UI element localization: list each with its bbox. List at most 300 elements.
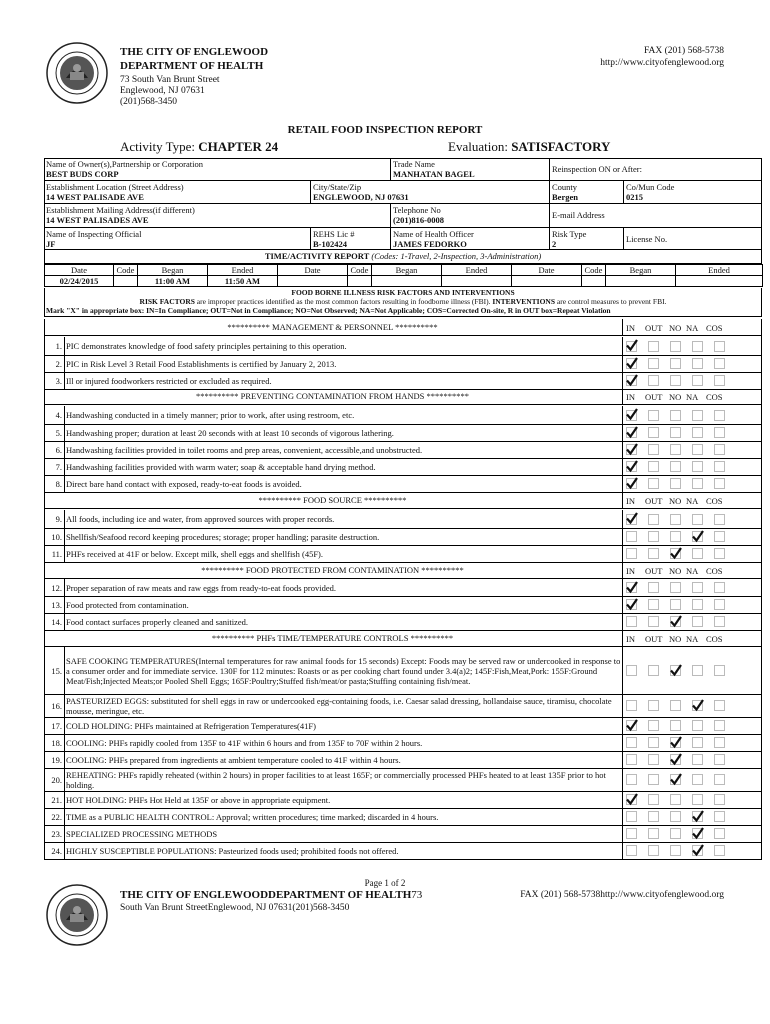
checklist-item	[44, 647, 762, 694]
checkmark-icon	[625, 442, 639, 456]
org-address1: 73 South Van Brunt Street	[120, 75, 220, 85]
checkbox-cos[interactable]	[714, 358, 725, 369]
checkbox-no[interactable]	[670, 720, 681, 731]
item-text: Handwashing proper; duration at least 20 seconds with at least 10 seconds of vigorous lathering.	[64, 424, 626, 441]
page-number: Page 1 of 2	[364, 878, 406, 888]
footer-org: THE CITY OF ENGLEWOODDEPARTMENT OF HEALTH	[120, 889, 412, 901]
risk-heading: FOOD BORNE ILLNESS RISK FACTORS AND INTERVENTIONS	[291, 288, 515, 297]
checkbox-na[interactable]	[692, 410, 703, 421]
checkbox-out[interactable]	[648, 811, 659, 822]
checkbox-na[interactable]	[692, 754, 703, 765]
checklist-item	[44, 355, 762, 372]
checkbox-cos[interactable]	[714, 582, 725, 593]
column-label-cos: COS	[706, 392, 723, 402]
checkbox-na[interactable]	[692, 478, 703, 489]
citystate-label: City/State/Zip	[313, 182, 362, 192]
evaluation	[448, 139, 610, 155]
checkbox-no[interactable]	[670, 358, 681, 369]
column-label-cos: COS	[706, 496, 723, 506]
item-number: 13.	[51, 599, 62, 610]
checkbox-out[interactable]	[648, 599, 659, 610]
checkbox-na[interactable]	[692, 375, 703, 386]
time-col-header: Date	[278, 265, 348, 276]
location-label: Establishment Location (Street Address)	[46, 182, 184, 192]
checkbox-cos[interactable]	[714, 444, 725, 455]
checkbox-no[interactable]	[670, 582, 681, 593]
time-cell: 11:00 AM	[138, 276, 208, 287]
telephone-value: (201)816-0008	[393, 215, 444, 225]
checkbox-out[interactable]	[648, 774, 659, 785]
checkmark-icon	[625, 792, 639, 806]
activity-label: Activity Type:	[120, 139, 196, 154]
license-label: License No.	[626, 234, 668, 244]
checklist-item	[44, 842, 762, 859]
item-number: 24.	[51, 845, 62, 856]
item-number: 19.	[51, 754, 62, 765]
item-number: 1.	[55, 341, 62, 351]
checkbox-out[interactable]	[648, 341, 659, 352]
time-col-header: Code	[582, 265, 606, 276]
item-number: 9.	[55, 514, 62, 524]
checklist-item	[44, 825, 762, 842]
checkbox-cos[interactable]	[714, 811, 725, 822]
time-cell	[442, 276, 512, 287]
official-value: JF	[46, 239, 56, 249]
checkmark-icon	[669, 752, 683, 766]
item-number: 23.	[51, 828, 62, 839]
checkbox-out[interactable]	[648, 720, 659, 731]
checkbox-out[interactable]	[648, 531, 659, 542]
checklist-item	[44, 372, 762, 389]
checkbox-na[interactable]	[692, 720, 703, 731]
time-cell	[372, 276, 442, 287]
checkbox-no[interactable]	[670, 845, 681, 856]
item-text: Handwashing conducted in a timely manner; prior to work, after using restroom, etc.	[64, 406, 626, 424]
county-value: Bergen	[552, 192, 578, 202]
item-number: 14.	[51, 616, 62, 627]
info-grid	[44, 158, 762, 250]
checkbox-out[interactable]	[648, 845, 659, 856]
checkbox-out[interactable]	[648, 616, 659, 627]
location-value: 14 WEST PALISADE AVE	[46, 192, 144, 202]
time-col-header: Began	[372, 265, 442, 276]
item-number: 3.	[55, 375, 62, 386]
checkmark-icon	[691, 698, 705, 712]
checklist-item	[44, 768, 762, 791]
checkmark-icon	[625, 373, 639, 387]
checkbox-no[interactable]	[670, 700, 681, 711]
item-text: TIME as a PUBLIC HEALTH CONTROL: Approval; written procedures; time marked; discarded in 4 hours.	[64, 808, 626, 825]
comun-value: 0215	[626, 192, 643, 202]
checkbox-out[interactable]	[648, 514, 659, 525]
rehs-label: REHS Lic #	[313, 229, 355, 239]
checkmark-icon	[625, 476, 639, 490]
column-label-no: NO	[669, 496, 682, 506]
footer-address: South Van Brunt StreetEnglewood, NJ 07631(201)568-3450	[120, 903, 350, 913]
time-col-header: Began	[606, 265, 676, 276]
city-seal-footer	[46, 884, 108, 946]
mailing-label: Establishment Mailing Address(if different)	[46, 205, 195, 215]
checklist-item	[44, 808, 762, 825]
checkbox-cos[interactable]	[714, 410, 725, 421]
item-number: 16.	[51, 700, 62, 711]
column-label-cos: COS	[706, 566, 723, 576]
officer-value: JAMES FEDORKO	[393, 239, 467, 249]
time-cell: 02/24/2015	[45, 276, 114, 287]
footer-num: 73	[411, 889, 423, 901]
checklist-item	[44, 441, 762, 458]
time-col-header: Ended	[442, 265, 512, 276]
item-text: COLD HOLDING: PHFs maintained at Refrigeration Temperatures(41F)	[64, 717, 626, 734]
email-label: E-mail Address	[552, 210, 605, 220]
checklist-item	[44, 337, 762, 355]
column-label-cos: COS	[706, 634, 723, 644]
section-title: ********** FOOD PROTECTED FROM CONTAMINATION **********	[201, 565, 464, 575]
checkbox-in[interactable]	[626, 828, 637, 839]
checkbox-out[interactable]	[648, 665, 659, 676]
checkbox-na[interactable]	[692, 794, 703, 805]
item-text: Ill or injured foodworkers restricted or excluded as required.	[64, 372, 626, 389]
checkbox-in[interactable]	[626, 700, 637, 711]
checkbox-cos[interactable]	[714, 375, 725, 386]
mailing-value: 14 WEST PALISADES AVE	[46, 215, 149, 225]
section-title: ********** PHFs TIME/TEMPERATURE CONTROLS **********	[211, 633, 454, 643]
column-label-out: OUT	[645, 323, 663, 333]
column-label-in: IN	[626, 392, 635, 402]
item-number: 15.	[51, 665, 62, 676]
checkbox-no[interactable]	[670, 444, 681, 455]
checkbox-cos[interactable]	[714, 754, 725, 765]
checklist-item	[44, 510, 762, 528]
time-col-header: Code	[348, 265, 372, 276]
checkbox-no[interactable]	[670, 811, 681, 822]
item-number: 20.	[51, 774, 62, 785]
checklist-item	[44, 406, 762, 424]
checkmark-icon	[669, 614, 683, 628]
activity-type	[120, 139, 278, 155]
section-title: ********** MANAGEMENT & PERSONNEL **********	[227, 322, 438, 332]
checkbox-no[interactable]	[670, 410, 681, 421]
item-text: PIC in Risk Level 3 Retail Food Establishments is certified by January 2, 2013.	[64, 355, 626, 372]
checkbox-no[interactable]	[670, 514, 681, 525]
checkbox-cos[interactable]	[714, 720, 725, 731]
checkmark-icon	[625, 425, 639, 439]
item-number: 22.	[51, 811, 62, 822]
checklist-item	[44, 694, 762, 717]
checkbox-cos[interactable]	[714, 461, 725, 472]
checkbox-in[interactable]	[626, 811, 637, 822]
checkbox-cos[interactable]	[714, 774, 725, 785]
checkbox-out[interactable]	[648, 754, 659, 765]
checklist-item	[44, 613, 762, 630]
telephone-label: Telephone No	[393, 205, 441, 215]
time-cell: 11:50 AM	[208, 276, 278, 287]
item-number: 11.	[51, 548, 62, 559]
item-text: Shellfish/Seafood record keeping procedures; storage; proper handling; parasite destruction.	[64, 528, 626, 545]
checkbox-cos[interactable]	[714, 514, 725, 525]
checkbox-cos[interactable]	[714, 616, 725, 627]
checkbox-cos[interactable]	[714, 794, 725, 805]
checklist-item	[44, 791, 762, 808]
checklist-item	[44, 424, 762, 441]
column-label-cos: COS	[706, 323, 723, 333]
item-number: 10.	[51, 531, 62, 542]
checkbox-na[interactable]	[692, 341, 703, 352]
section-header	[44, 492, 762, 508]
column-label-out: OUT	[645, 496, 663, 506]
checkbox-cos[interactable]	[714, 531, 725, 542]
column-label-no: NO	[669, 634, 682, 644]
org-address2: Englewood, NJ 07631	[120, 86, 205, 96]
county-label: County	[552, 182, 578, 192]
checkbox-cos[interactable]	[714, 341, 725, 352]
column-label-no: NO	[669, 323, 682, 333]
checkmark-icon	[691, 843, 705, 857]
checkbox-in[interactable]	[626, 616, 637, 627]
checkbox-na[interactable]	[692, 737, 703, 748]
checkbox-out[interactable]	[648, 548, 659, 559]
checkmark-icon	[669, 735, 683, 749]
item-text: HIGHLY SUSCEPTIBLE POPULATIONS: Pasteurized foods used; prohibited foods not offered.	[64, 842, 626, 859]
column-label-no: NO	[669, 566, 682, 576]
checklist-item	[44, 528, 762, 545]
time-col-header: Ended	[676, 265, 763, 276]
checklist-item	[44, 475, 762, 492]
checkbox-out[interactable]	[648, 582, 659, 593]
column-label-out: OUT	[645, 392, 663, 402]
time-heading: TIME/ACTIVITY REPORT	[264, 251, 370, 261]
section-title: ********** PREVENTING CONTAMINATION FROM HANDS **********	[196, 391, 469, 401]
item-number: 5.	[55, 427, 62, 438]
checkbox-na[interactable]	[692, 514, 703, 525]
column-label-no: NO	[669, 392, 682, 402]
time-cell	[582, 276, 606, 287]
item-text: Handwashing facilities provided with warm water; soap & acceptable hand drying method.	[64, 458, 626, 475]
checkbox-na[interactable]	[692, 616, 703, 627]
column-label-na: NA	[686, 634, 699, 644]
checkmark-icon	[625, 459, 639, 473]
time-col-header: Ended	[208, 265, 278, 276]
checkbox-out[interactable]	[648, 427, 659, 438]
item-text: SAFE COOKING TEMPERATURES(Internal temperatures for raw animal foods for 15 seconds) Except: Foods may be served raw or undercooked in response to a consumer order and for immediate service. 130F for 112 minutes: Roasts or as per cooking chart found under 3.4(a)2; 145F:Fish,Meat,Pork: 155F:Ground Meat/Fish;Injected Meats;or Pooled Shell Eggs; 165F:Poultry;Stuffed fish/meat/or pasta;Stuffing containing fish/meat.	[64, 647, 626, 694]
checkbox-out[interactable]	[648, 700, 659, 711]
checkmark-icon	[625, 407, 639, 421]
time-codes: (Codes: 1-Travel, 2-Inspection, 3-Administration)	[371, 251, 542, 261]
checklist-item	[44, 734, 762, 751]
rehs-value: B-102424	[313, 239, 347, 249]
item-number: 18.	[51, 737, 62, 748]
checkmark-icon	[625, 356, 639, 370]
checkbox-out[interactable]	[648, 737, 659, 748]
checkbox-no[interactable]	[670, 828, 681, 839]
risk-label: Risk Type	[552, 229, 587, 239]
checkmark-icon	[691, 809, 705, 823]
checkmark-icon	[625, 580, 639, 594]
risk-heading-block	[44, 288, 762, 317]
activity-value: CHAPTER 24	[198, 139, 279, 154]
checkbox-no[interactable]	[670, 375, 681, 386]
column-label-in: IN	[626, 323, 635, 333]
section-header	[44, 630, 762, 646]
org-name-line2: DEPARTMENT OF HEALTH	[120, 60, 264, 72]
checkbox-cos[interactable]	[714, 599, 725, 610]
org-phone: (201)568-3450	[120, 97, 177, 107]
comun-label: Co/Mun Code	[626, 182, 675, 192]
time-activity-heading	[44, 250, 762, 264]
checklist-item	[44, 545, 762, 562]
checkbox-na[interactable]	[692, 665, 703, 676]
owner-label: Name of Owner(s),Partnership or Corporation	[46, 159, 203, 169]
checkbox-no[interactable]	[670, 341, 681, 352]
checkbox-no[interactable]	[670, 794, 681, 805]
item-number: 17.	[51, 720, 62, 731]
checklist-item	[44, 751, 762, 768]
checkbox-in[interactable]	[626, 845, 637, 856]
checkbox-out[interactable]	[648, 410, 659, 421]
checkbox-in[interactable]	[626, 737, 637, 748]
report-title: RETAIL FOOD INSPECTION REPORT	[287, 124, 483, 136]
risk-value: 2	[552, 239, 557, 249]
checklist-item	[44, 579, 762, 596]
item-text: COOLING: PHFs rapidly cooled from 135F to 41F within 6 hours and from 135F to 70F within 2 hours.	[64, 734, 626, 751]
item-text: Food contact surfaces properly cleaned and sanitized.	[64, 613, 626, 630]
checkbox-cos[interactable]	[714, 845, 725, 856]
checkbox-na[interactable]	[692, 461, 703, 472]
column-label-na: NA	[686, 566, 699, 576]
checkbox-na[interactable]	[692, 599, 703, 610]
item-text: Food protected from contamination.	[64, 596, 626, 613]
checkbox-na[interactable]	[692, 444, 703, 455]
section-title: ********** FOOD SOURCE **********	[258, 495, 407, 505]
checkbox-in[interactable]	[626, 774, 637, 785]
citystate-value: ENGLEWOOD, NJ 07631	[313, 192, 409, 202]
time-col-header: Code	[114, 265, 138, 276]
item-text: PHFs received at 41F or below. Except milk, shell eggs and shellfish (45F).	[64, 545, 626, 562]
checkbox-no[interactable]	[670, 427, 681, 438]
item-number: 21.	[51, 794, 62, 805]
checkbox-no[interactable]	[670, 461, 681, 472]
checkbox-no[interactable]	[670, 531, 681, 542]
item-text: PASTEURIZED EGGS: substituted for shell eggs in raw or undercooked egg-containing foods, i.e. Caesar salad dressing, hollandaise sauce, tiramisu, chocolate mousse, meringue, etc.	[64, 694, 626, 717]
checklist-item	[44, 458, 762, 475]
checkbox-cos[interactable]	[714, 665, 725, 676]
section-header	[44, 388, 762, 404]
item-text: COOLING: PHFs prepared from ingredients at ambient temperature cooled to 41F within 4 hours.	[64, 751, 626, 768]
time-activity-table	[44, 264, 763, 287]
checklist-item	[44, 717, 762, 734]
officer-label: Name of Health Officer	[393, 229, 474, 239]
section-header	[44, 319, 762, 335]
footer-fax: FAX (201) 568-5738http://www.cityofenglewood.org	[520, 890, 724, 900]
checkmark-icon	[625, 718, 639, 732]
org-website[interactable]: http://www.cityofenglewood.org	[600, 58, 724, 68]
section-header	[44, 562, 762, 578]
checkbox-out[interactable]	[648, 478, 659, 489]
time-col-header: Date	[45, 265, 114, 276]
evaluation-value: SATISFACTORY	[511, 139, 611, 154]
checkbox-na[interactable]	[692, 358, 703, 369]
checkmark-icon	[625, 597, 639, 611]
time-cell	[676, 276, 763, 287]
item-number: 2.	[55, 358, 62, 369]
org-name-line1: THE CITY OF ENGLEWOOD	[120, 46, 269, 58]
column-label-in: IN	[626, 566, 635, 576]
checkbox-out[interactable]	[648, 794, 659, 805]
official-label: Name of Inspecting Official	[46, 229, 142, 239]
reinspection-label: Reinspection ON or After:	[552, 164, 642, 174]
checkbox-cos[interactable]	[714, 427, 725, 438]
checkbox-cos[interactable]	[714, 700, 725, 711]
checkbox-out[interactable]	[648, 358, 659, 369]
item-text: All foods, including ice and water, from approved sources with proper records.	[64, 510, 626, 528]
checkbox-cos[interactable]	[714, 478, 725, 489]
item-text: REHEATING: PHFs rapidly reheated (within 2 hours) in proper facilities to at least 165F; or commercially processed PHFs heated to at least 135F prior to hot holding.	[64, 768, 626, 791]
time-cell	[114, 276, 138, 287]
item-text: HOT HOLDING: PHFs Hot Held at 135F or above in appropriate equipment.	[64, 791, 626, 808]
org-fax: FAX (201) 568-5738	[643, 46, 724, 56]
checkmark-icon	[691, 529, 705, 543]
time-cell	[512, 276, 582, 287]
trade-label: Trade Name	[393, 159, 435, 169]
column-label-out: OUT	[645, 634, 663, 644]
item-number: 8.	[55, 478, 62, 489]
item-number: 6.	[55, 444, 62, 455]
trade-value: MANHATAN BAGEL	[393, 169, 475, 179]
checkbox-in[interactable]	[626, 531, 637, 542]
checkmark-icon	[669, 663, 683, 677]
item-number: 4.	[55, 410, 62, 420]
checkbox-cos[interactable]	[714, 548, 725, 559]
checkmark-icon	[691, 826, 705, 840]
checkbox-na[interactable]	[692, 548, 703, 559]
column-label-na: NA	[686, 323, 699, 333]
time-cell	[606, 276, 676, 287]
checkbox-out[interactable]	[648, 444, 659, 455]
checkbox-in[interactable]	[626, 754, 637, 765]
city-seal	[46, 42, 108, 104]
item-number: 7.	[55, 461, 62, 472]
checkbox-na[interactable]	[692, 774, 703, 785]
checkmark-icon	[669, 546, 683, 560]
checkbox-out[interactable]	[648, 375, 659, 386]
checkbox-out[interactable]	[648, 461, 659, 472]
evaluation-label: Evaluation:	[448, 139, 508, 154]
time-col-header: Date	[512, 265, 582, 276]
time-cell	[278, 276, 348, 287]
checkbox-in[interactable]	[626, 665, 637, 676]
item-text: PIC demonstrates knowledge of food safety principles pertaining to this operation.	[64, 337, 626, 355]
item-text: Direct bare hand contact with exposed, ready-to-eat foods is avoided.	[64, 475, 626, 492]
owner-value: BEST BUDS CORP	[46, 169, 119, 179]
checkbox-cos[interactable]	[714, 828, 725, 839]
item-text: SPECIALIZED PROCESSING METHODS	[64, 825, 626, 842]
column-label-in: IN	[626, 634, 635, 644]
checkmark-icon	[669, 772, 683, 786]
item-text: Handwashing facilities provided in toilet rooms and prep areas, convenient, accessible,and unobstructed.	[64, 441, 626, 458]
checkbox-in[interactable]	[626, 548, 637, 559]
time-cell	[348, 276, 372, 287]
checkbox-out[interactable]	[648, 828, 659, 839]
checkbox-cos[interactable]	[714, 737, 725, 748]
checkbox-na[interactable]	[692, 582, 703, 593]
footer-org-line	[120, 889, 422, 901]
column-label-na: NA	[686, 392, 699, 402]
checkbox-no[interactable]	[670, 478, 681, 489]
item-text: Proper separation of raw meats and raw eggs from ready-to-eat foods provided.	[64, 579, 626, 596]
checkbox-na[interactable]	[692, 427, 703, 438]
checkbox-no[interactable]	[670, 599, 681, 610]
mark-legend: Mark "X" in appropriate box: IN=In Compliance; OUT=Not in Compliance; NO=Not Observed; NA=Not Applicable; COS=Corrected On-site, R in OUT box=Repeat Violation	[46, 306, 611, 315]
